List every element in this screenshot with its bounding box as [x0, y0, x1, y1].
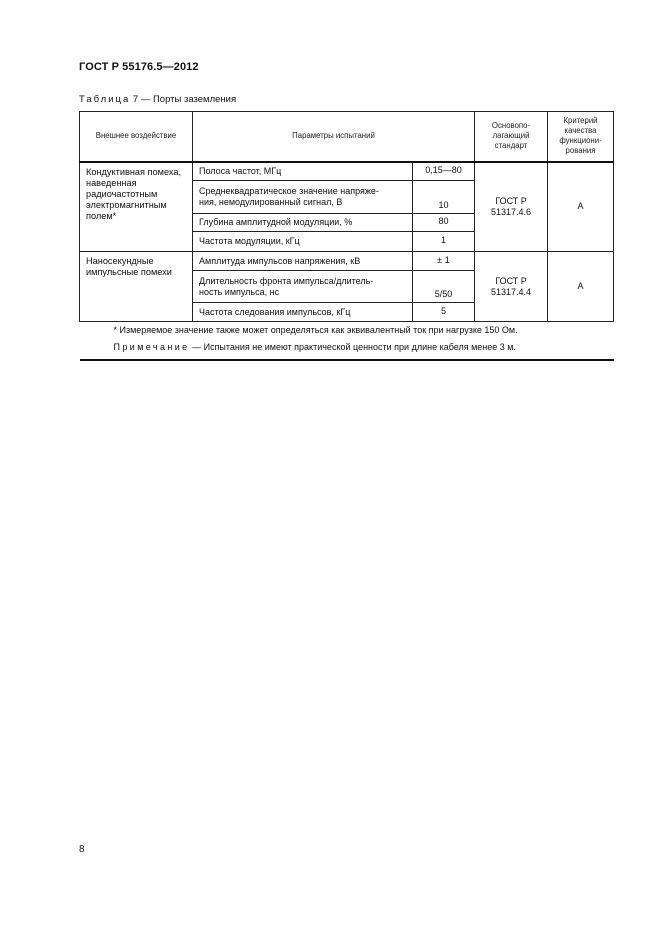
table-caption-title: — Порты заземления — [138, 94, 237, 105]
table-row — [80, 252, 614, 271]
table-header-row — [80, 112, 614, 162]
effect-cell: Наносекундные импульсные помехи — [80, 252, 193, 322]
criterion-cell: А — [548, 162, 614, 252]
param-cell: Амплитуда импульсов напряжения, кВ — [193, 252, 413, 271]
value-cell: 10 — [413, 181, 475, 214]
value-cell: 1 — [413, 232, 475, 252]
note-text: — Испытания не имеют практической ценности при длине кабеля менее 3 м. — [189, 342, 516, 352]
param-cell: Среднеквадратическое значение напряже- ния, немодулированный сигнал, В — [193, 181, 413, 214]
footnote: * Измеряемое значение также может определяться как эквивалентный ток при нагрузке 150 Ом. — [113, 325, 518, 335]
table-caption — [79, 94, 236, 105]
param-cell: Частота следования импульсов, кГц — [193, 303, 413, 322]
table-caption-label: Таблица — [79, 94, 131, 105]
column-header-params: Параметры испытаний — [193, 112, 475, 162]
note-label: Примечание — [113, 342, 190, 352]
column-header-effect: Внешнее воздействие — [80, 112, 193, 162]
page-number: 8 — [79, 844, 85, 855]
param-cell: Частота модуляции, кГц — [193, 232, 413, 252]
column-header-standard: Основопо- лагающий стандарт — [475, 112, 548, 162]
table-footer-row — [80, 322, 614, 361]
note — [114, 342, 614, 353]
value-cell: 80 — [413, 214, 475, 232]
standard-cell: ГОСТ Р 51317.4.4 — [475, 252, 548, 322]
table-row — [80, 162, 614, 181]
table-footer-cell — [80, 322, 614, 361]
column-header-criterion: Критерий качества функциони- рования — [548, 112, 614, 162]
value-cell: 0,15—80 — [413, 162, 475, 181]
criterion-cell: А — [548, 252, 614, 322]
value-cell: ± 1 — [413, 252, 475, 271]
param-cell: Полоса частот, МГц — [193, 162, 413, 181]
table-caption-number: 7 — [132, 94, 139, 105]
document-standard-id: ГОСТ Р 55176.5—2012 — [79, 61, 199, 73]
ports-grounding-table — [79, 111, 614, 361]
standard-cell: ГОСТ Р 51317.4.6 — [475, 162, 548, 252]
value-cell: 5 — [413, 303, 475, 322]
value-cell: 5/50 — [413, 271, 475, 303]
effect-cell: Кондуктивная помеха, наведенная радиочастотным электромагнитным полем* — [80, 162, 193, 252]
param-cell: Длительность фронта импульса/длитель- ность импульса, нс — [193, 271, 413, 303]
param-cell: Глубина амплитудной модуляции, % — [193, 214, 413, 232]
